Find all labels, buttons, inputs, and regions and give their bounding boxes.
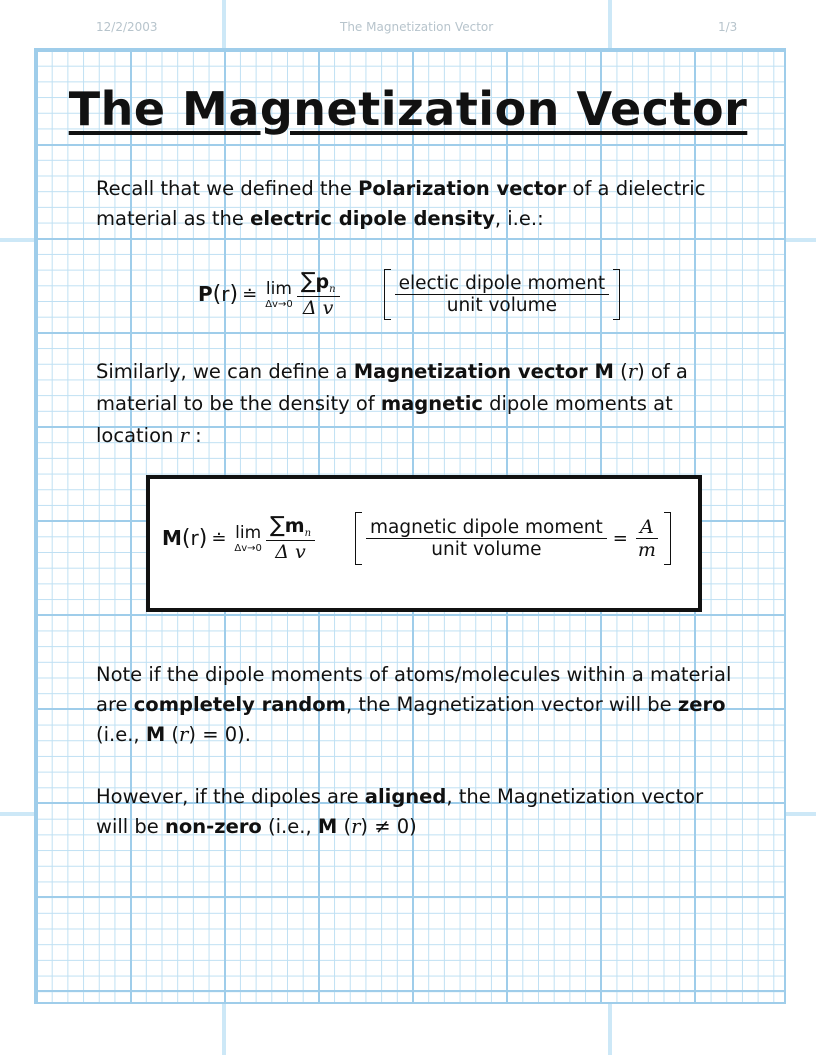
unit-numerator: electic dipole moment (395, 273, 610, 295)
text: However, if the dipoles are (96, 785, 365, 808)
limit-label: lim (235, 522, 262, 543)
relation: ≠ 0 (374, 815, 410, 838)
bold-text: non-zero (164, 815, 262, 838)
polarization-equation: P ( r ) ≐ lim Δv→0 $\frac{\sum p_n}{\text{Δ v}}$ $\frac{\text{electic dipole moment}}{\text{unit volume}}$ (198, 262, 620, 326)
bold-text: M (145, 723, 166, 746)
text: , the Magnetization vector will be (345, 693, 678, 716)
si-unit-denominator: m (637, 538, 656, 561)
text: Note if the dipole moments of atoms/molecules within a material are (96, 663, 732, 716)
fraction (266, 513, 315, 562)
bold-text: electric dipole density (250, 207, 495, 230)
paragraph-magnetization: Similarly, we can define a Magnetization vector M (r) of a material to be the density of magnetic dipole moments at location r : (96, 360, 688, 447)
equals-sign: = (612, 527, 628, 549)
text: Recall that we defined the (96, 177, 359, 200)
bold-text: Magnetization vector M (353, 360, 614, 383)
denominator: Δ v (302, 296, 334, 319)
paragraph-random-dipoles: Note if the dipole moments of atoms/molecules within a material are completely random, the Magnetization vector will be zero (i.e., M (r) = 0). (96, 663, 732, 746)
sum-symbol: ∑ (300, 269, 316, 295)
sum-symbol: ∑ (269, 513, 285, 539)
bold-text: magnetic (380, 392, 483, 415)
relation: = 0 (202, 723, 238, 746)
header-date: 12/2/2003 (96, 20, 158, 34)
bold-text: aligned (364, 785, 447, 808)
position-vector: r (627, 360, 638, 383)
subscript: n (329, 284, 336, 296)
magnetization-equation: M ( r ) ≐ lim Δv→0 $\frac{\sum m_n}{\text{Δ v}}$ $\frac{\text{magnetic dipole moment}}{\text{unit volume}}$ = $\frac{A}{m}$ (162, 506, 671, 570)
denominator: Δ v (275, 540, 306, 563)
limit-subscript: Δv→0 (234, 542, 262, 554)
text: Similarly, we can define a (96, 360, 354, 383)
paragraph-aligned-dipoles: However, if the dipoles are aligned, the Magnetization vector will be non-zero (i.e., M (r) ≠ 0) (96, 785, 704, 838)
fraction (297, 269, 340, 318)
text: ). (237, 723, 251, 746)
si-unit-numerator: A (636, 516, 658, 539)
bold-text: zero (677, 693, 726, 716)
bold-text: completely random (133, 693, 346, 716)
text: (i.e., (96, 723, 146, 746)
eq-arg: r (221, 282, 230, 306)
text: of a material to be the density of (96, 360, 688, 415)
limit-subscript: Δv→0 (265, 298, 293, 310)
text: of a dielectric material as the (96, 177, 706, 230)
numerator-var: m (284, 515, 305, 538)
text: : (188, 424, 202, 447)
unit-denominator: unit volume (431, 538, 542, 560)
eq-arg: r (190, 526, 199, 550)
header-title: The Magnetization Vector (340, 20, 494, 34)
eq-dot-equals: ≐ (211, 527, 227, 549)
unit-denominator: unit volume (446, 294, 557, 316)
eq-dot-equals: ≐ (242, 283, 258, 305)
subscript: n (304, 528, 312, 540)
limit (234, 523, 262, 554)
header-page-number: 1/3 (718, 20, 738, 34)
units-bracket (355, 512, 671, 565)
paragraph-polarization (96, 174, 736, 234)
bold-text: M (317, 815, 338, 838)
limit-label: lim (265, 278, 292, 299)
limit (265, 279, 293, 310)
page-title: The Magnetization Vector (68, 82, 748, 136)
text: ) (409, 815, 417, 838)
eq-lhs: M (162, 526, 182, 550)
text: , the Magnetization vector will be (96, 785, 704, 838)
text: dipole moments at location (96, 392, 673, 447)
numerator-var: p (315, 271, 330, 294)
position-vector: r (179, 723, 189, 746)
text: (i.e., (261, 815, 318, 838)
eq-lhs: P (198, 282, 213, 306)
position-vector: r (179, 424, 189, 447)
unit-numerator: magnetic dipole moment (366, 517, 607, 539)
bold-text: Polarization vector (358, 177, 567, 200)
text: , i.e.: (494, 207, 544, 230)
units-bracket (384, 269, 621, 320)
position-vector: r (351, 815, 361, 838)
